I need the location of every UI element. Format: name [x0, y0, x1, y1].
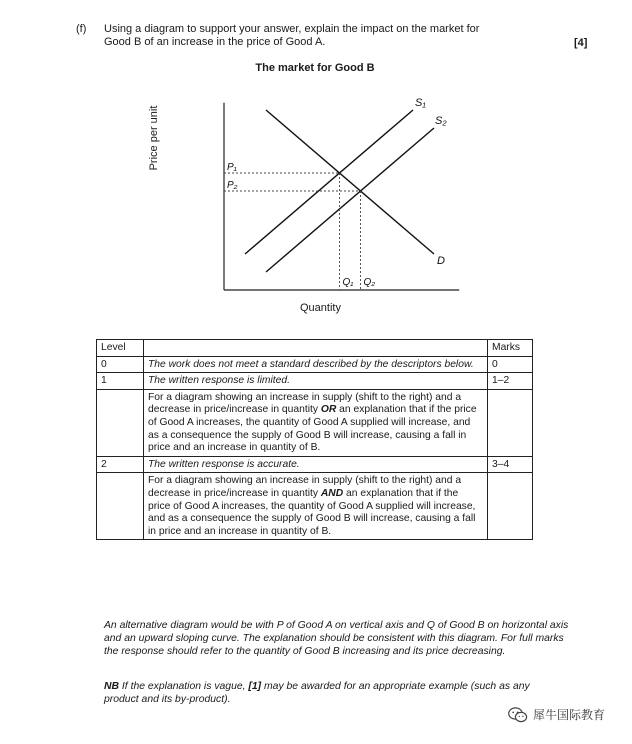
- row-marks: 1–2: [488, 373, 533, 390]
- row-descriptor: [144, 473, 488, 540]
- row-level: [97, 389, 144, 456]
- header-descriptor: [144, 340, 488, 357]
- table-row: [97, 473, 533, 540]
- row-level: 1: [97, 373, 144, 390]
- descriptor-part: For a diagram showing an increase in supply (shift to the right) and a decrease in price/increase in quantity: [148, 391, 462, 416]
- question-number: (f): [76, 23, 87, 35]
- price-label-p2: P₂: [227, 180, 238, 191]
- row-level: 2: [97, 456, 144, 473]
- wechat-icon: [508, 707, 528, 723]
- header-marks: Marks: [488, 340, 533, 357]
- nb-text: may be awarded for an appropriate example (such as any product and its by-product).: [104, 681, 530, 705]
- nb-label: NB: [104, 681, 120, 692]
- row-descriptor: The written response is limited.: [144, 373, 488, 390]
- row-descriptor: The written response is accurate.: [144, 456, 488, 473]
- row-marks: 0: [488, 356, 533, 373]
- chart-x-axis-label: Quantity: [300, 302, 341, 314]
- nb-text: If the explanation is vague,: [119, 681, 249, 692]
- row-marks: 3–4: [488, 456, 533, 473]
- question-marks: [4]: [574, 37, 588, 49]
- mark-scheme-table: [96, 339, 533, 540]
- table-row: [97, 389, 533, 456]
- nb-award: [1]: [248, 681, 262, 692]
- curve-label-s2: S₂: [435, 115, 447, 127]
- price-label-p1: P₁: [227, 162, 237, 173]
- curve-d: [266, 110, 434, 254]
- question-line-2: Good B of an increase in the price of Good A.: [104, 36, 326, 48]
- table-row: [97, 373, 533, 390]
- curve-s1: [245, 110, 413, 254]
- quantity-label-q1: Q₁: [342, 277, 354, 288]
- descriptor-keyword: OR: [320, 404, 337, 416]
- chart-y-axis-label: Price per unit: [148, 105, 160, 171]
- row-level: 0: [97, 356, 144, 373]
- row-descriptor: The work does not meet a standard described by the descriptors below.: [144, 356, 488, 373]
- nb-note: [104, 680, 534, 706]
- descriptor-part: an explanation that if the price of Good A increases, the quantity of Good A supplied will increase, and as a consequence the supply of Good B will increase, causing a fall in price and an increase in quantity of B.: [148, 404, 477, 454]
- supply-demand-diagram: [0, 0, 632, 330]
- question-line-1: Using a diagram to support your answer, explain the impact on the market for: [104, 23, 480, 35]
- alternative-diagram-note: An alternative diagram would be with P of Good A on vertical axis and Q of Good B on horizontal axis and an upward sloping curve. The explanation should be consistent with this diagram. For full marks the response should refer to the quantity of Good B increasing and its price decreasing.: [104, 620, 569, 657]
- descriptor-part: an explanation that if the price of Good A increases, the quantity of Good A supplied will increase, and as a consequence the supply of Good B will increase, causing a fall in price and an increase in quantity of B.: [148, 487, 476, 537]
- row-marks: [488, 473, 533, 540]
- header-level: Level: [97, 340, 144, 357]
- row-marks: [488, 389, 533, 456]
- row-level: [97, 473, 144, 540]
- table-row: [97, 356, 533, 373]
- descriptor-part: For a diagram showing an increase in supply (shift to the right) and a decrease in price/increase in quantity: [148, 475, 462, 499]
- curve-s2: [266, 128, 434, 272]
- chart-title: The market for Good B: [255, 62, 375, 74]
- row-descriptor: [144, 389, 488, 456]
- descriptor-keyword: AND: [320, 487, 344, 499]
- watermark: [508, 706, 605, 723]
- curve-label-d: D: [437, 255, 445, 267]
- table-header-row: [97, 340, 533, 357]
- watermark-text: 犀牛国际教育: [533, 708, 606, 722]
- table-row: [97, 456, 533, 473]
- quantity-label-q2: Q₂: [363, 277, 376, 288]
- curve-label-s1: S₁: [415, 97, 426, 109]
